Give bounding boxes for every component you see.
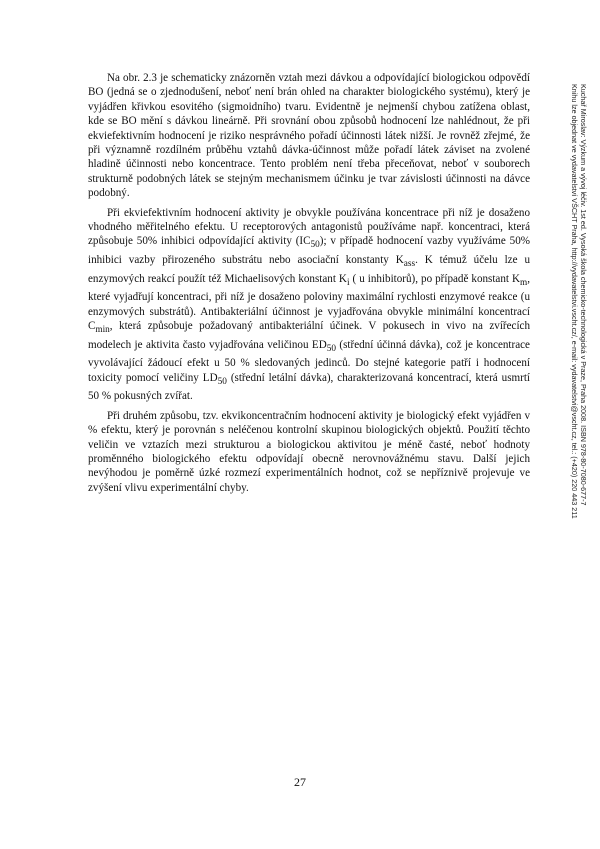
subscript: ass	[403, 259, 416, 270]
subscript: 50	[310, 240, 320, 251]
text-run: Na obr. 2.3 je schematicky znázorněn vztah mezi dávkou a odpovídající biologickou odpovědí BO (jedná se o zjednodušení, neboť není brán ohled na charakter biologického systému), který je vyjádřen křivkou esovitého (sigmoidního) tvaru. Evidentně je nejmenší chybou zatížena oblast, kde se BO mění s dávkou lineárně. Při srovnání obou způsobů hodnocení lze nahlédnout, že při ekviefektivním hodnocení je riziko nesprávného pořadí účinnosti látek nižší. Je rovněž zřejmé, že při významně rozdílném průběhu vztahů dávka-účinnost může pořadí látek záviset na zvolené hladině účinnosti nebo koncentrace. Tento problém není třeba přeceňovat, neboť v souborech strukturně podobných látek se stejným mechanismem účinku je tvar závislosti účinnosti na dávce podobný.	[88, 72, 530, 200]
subscript: 50	[326, 344, 336, 354]
side-note-line-1: Kuchař Miroslav: Výzkum a vývoj léčiv. 1st ed. Vysoká škola chemicko-technologická v Praze, Praha 2008. ISBN 978-80-7080-677-7	[579, 84, 588, 506]
text-run: . K témuž účelu lze u enzymových reakcí použít též Michaelisových konstant K	[88, 254, 530, 285]
text-run: ( u inhibitorů), po případě konstant K	[349, 272, 521, 285]
subscript: 50	[217, 377, 227, 388]
text-run: , která způsobuje požadovaný antibakteriální účinek. V pokusech in vivo na zvířecích modelech je aktivita často vyjadřována veličinou ED	[88, 320, 530, 351]
text-run: (střední účinná dávka), což je koncentrace vyvolávající žádoucí efekt u 50 % sledovaných jedinců. Do stejné kategorie patří i hodnocení toxicity pomocí veličiny LD	[88, 338, 530, 384]
paragraph-2	[88, 206, 530, 404]
text-run: (střední letální dávka), charakterizovaná koncentrací, která usmrtí 50 % pokusných zvířat.	[88, 371, 531, 403]
text-run: , které vyjadřují koncentraci, při níž je dosaženo poloviny maximální rychlosti enzymové reakce (u enzymových substrátů). Antibakteriální účinnost je vyjadřována obvykle minimální koncentrací C	[88, 272, 530, 333]
side-note-line-2: Knihu lze objednat ve vydavatelství VŠCHT Praha, http://vydavatelstvi.vscht.cz/, e-mail: vydavatelstvi@vscht.cz, tel.: (+420) 220 443 211	[569, 84, 579, 519]
subscript: m	[520, 277, 528, 288]
page-number: 27	[294, 775, 306, 789]
paragraph-3	[88, 409, 530, 495]
text-run: Při druhém způsobu, tzv. ekvikoncentračním hodnocení aktivity je biologický efekt vyjádřen v % efektu, který je porovnán s neléčenou kontrolní skupinou biologických objektů. Použití těchto veličin ve vztazích mezi strukturou a biologickou aktivitou je méně časté, neboť hodnoty proměnného biologického efektu odpovídají obecně nerovnovážnému stavu. Další jejich nevýhodou je poměrně úzké rozmezí experimentálních hodnot, což se nepříznivě projevuje ve zvýšení vlivu experimentální chyby.	[88, 409, 530, 494]
publication-side-note	[570, 84, 588, 704]
body-text	[88, 71, 530, 500]
text-run: ); v případě hodnocení vazby využíváme 50% inhibici vazby přirozeného substrátu nebo asociační konstanty K	[88, 235, 531, 267]
subscript: min	[95, 325, 110, 336]
paragraph-1	[88, 71, 530, 201]
subscript: i	[346, 277, 350, 288]
text-run: Při ekviefektivním hodnocení aktivity je obvykle používána koncentrace při níž je dosaženo vhodného měřitelného efektu. U receptorových antagonistů používáme např. koncentraci, která způsobuje 50% inhibici odpovídající aktivity (IC	[88, 206, 530, 248]
